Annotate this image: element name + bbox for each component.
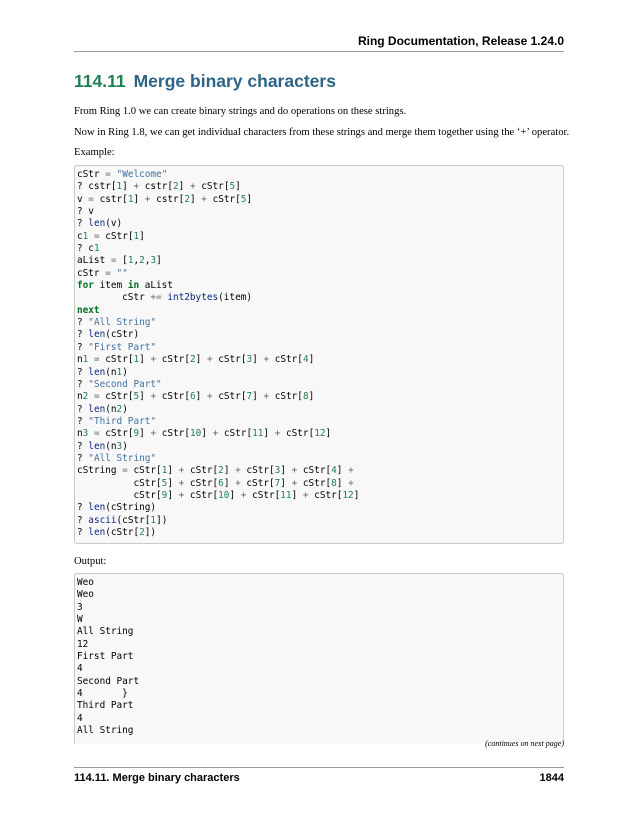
code-line: ? len(n2) — [77, 403, 128, 415]
code-line: ? "Second Part" — [77, 378, 162, 390]
output-line: Weo — [77, 577, 94, 588]
output-line: 4 } — [77, 688, 128, 700]
header-rule — [74, 51, 564, 52]
section-number: 114.11 — [74, 71, 126, 91]
output-line: Second Part — [77, 675, 140, 687]
code-line: cString = cStr[1] + cStr[2] + cStr[3] + cStr[4] + — [77, 465, 354, 477]
output-line: First Part — [77, 651, 134, 663]
code-line: ? len(v) — [77, 218, 123, 230]
code-line: c1 = cStr[1] — [77, 230, 145, 242]
output-line: 3 — [77, 601, 83, 613]
page-header: Ring Documentation, Release 1.24.0 — [357, 34, 564, 48]
code-line: n2 = cStr[5] + cStr[6] + cStr[7] + cStr[8] — [77, 391, 315, 403]
output-line: 12 — [77, 638, 89, 650]
code-line: ? "All String" — [77, 317, 157, 329]
code-line: next — [77, 304, 100, 316]
code-listing — [75, 166, 563, 539]
output-line: Third Part — [77, 700, 134, 712]
section-heading — [74, 71, 336, 92]
example-label: Example: — [74, 147, 115, 158]
code-line: for item in aList — [77, 280, 173, 292]
code-line: aList = [1,2,3] — [77, 255, 162, 267]
code-line: v = cstr[1] + cstr[2] + cStr[5] — [77, 193, 253, 205]
output-line: All String — [77, 725, 134, 737]
code-line: cStr = "Welcome" — [77, 169, 168, 180]
code-line: ? cstr[1] + cstr[2] + cStr[5] — [77, 181, 241, 193]
footer-rule — [74, 767, 564, 768]
code-line: ? len(n1) — [77, 366, 128, 378]
code-line: ? "All String" — [77, 452, 157, 464]
code-line: ? len(cString) — [77, 502, 157, 514]
page-number: 1844 — [539, 772, 564, 784]
code-line: ? v — [77, 206, 94, 218]
code-line: n3 = cStr[9] + cStr[10] + cStr[11] + cStr[12] — [77, 428, 332, 440]
code-line: ? c1 — [77, 243, 100, 255]
output-line: Weo — [77, 589, 94, 601]
intro-paragraph: From Ring 1.0 we can create binary strings and do operations on these strings. — [74, 106, 407, 117]
example-code-block — [74, 165, 564, 544]
output-label: Output: — [74, 556, 107, 567]
section-title: Merge binary characters — [133, 71, 336, 91]
output-line: 4 — [77, 663, 83, 675]
code-line: ? len(n3) — [77, 440, 128, 452]
output-line: 4 — [77, 712, 83, 724]
code-line: ? len(cStr) — [77, 329, 140, 341]
code-line: ? len(cStr[2]) — [77, 526, 157, 538]
ring18-paragraph: Now in Ring 1.8, we can get individual characters from these strings and merge them together using the ‘+’ operator. — [74, 127, 570, 138]
code-line: ? "First Part" — [77, 341, 157, 353]
output-listing — [75, 574, 563, 737]
code-line: ? ascii(cStr[1]) — [77, 514, 168, 526]
code-line: cStr += int2bytes(item) — [77, 292, 253, 304]
code-line: cStr[5] + cStr[6] + cStr[7] + cStr[8] + — [77, 477, 354, 489]
code-line: n1 = cStr[1] + cStr[2] + cStr[3] + cStr[4] — [77, 354, 315, 366]
output-line: W — [77, 614, 83, 626]
continues-note: (continues on next page) — [485, 739, 564, 748]
output-code-block — [74, 573, 564, 744]
code-line: cStr = "" — [77, 267, 128, 279]
code-line: ? "Third Part" — [77, 415, 157, 427]
output-line: All String — [77, 626, 134, 638]
code-line: cStr[9] + cStr[10] + cStr[11] + cStr[12] — [77, 489, 360, 501]
footer-section: 114.11. Merge binary characters — [74, 772, 240, 784]
